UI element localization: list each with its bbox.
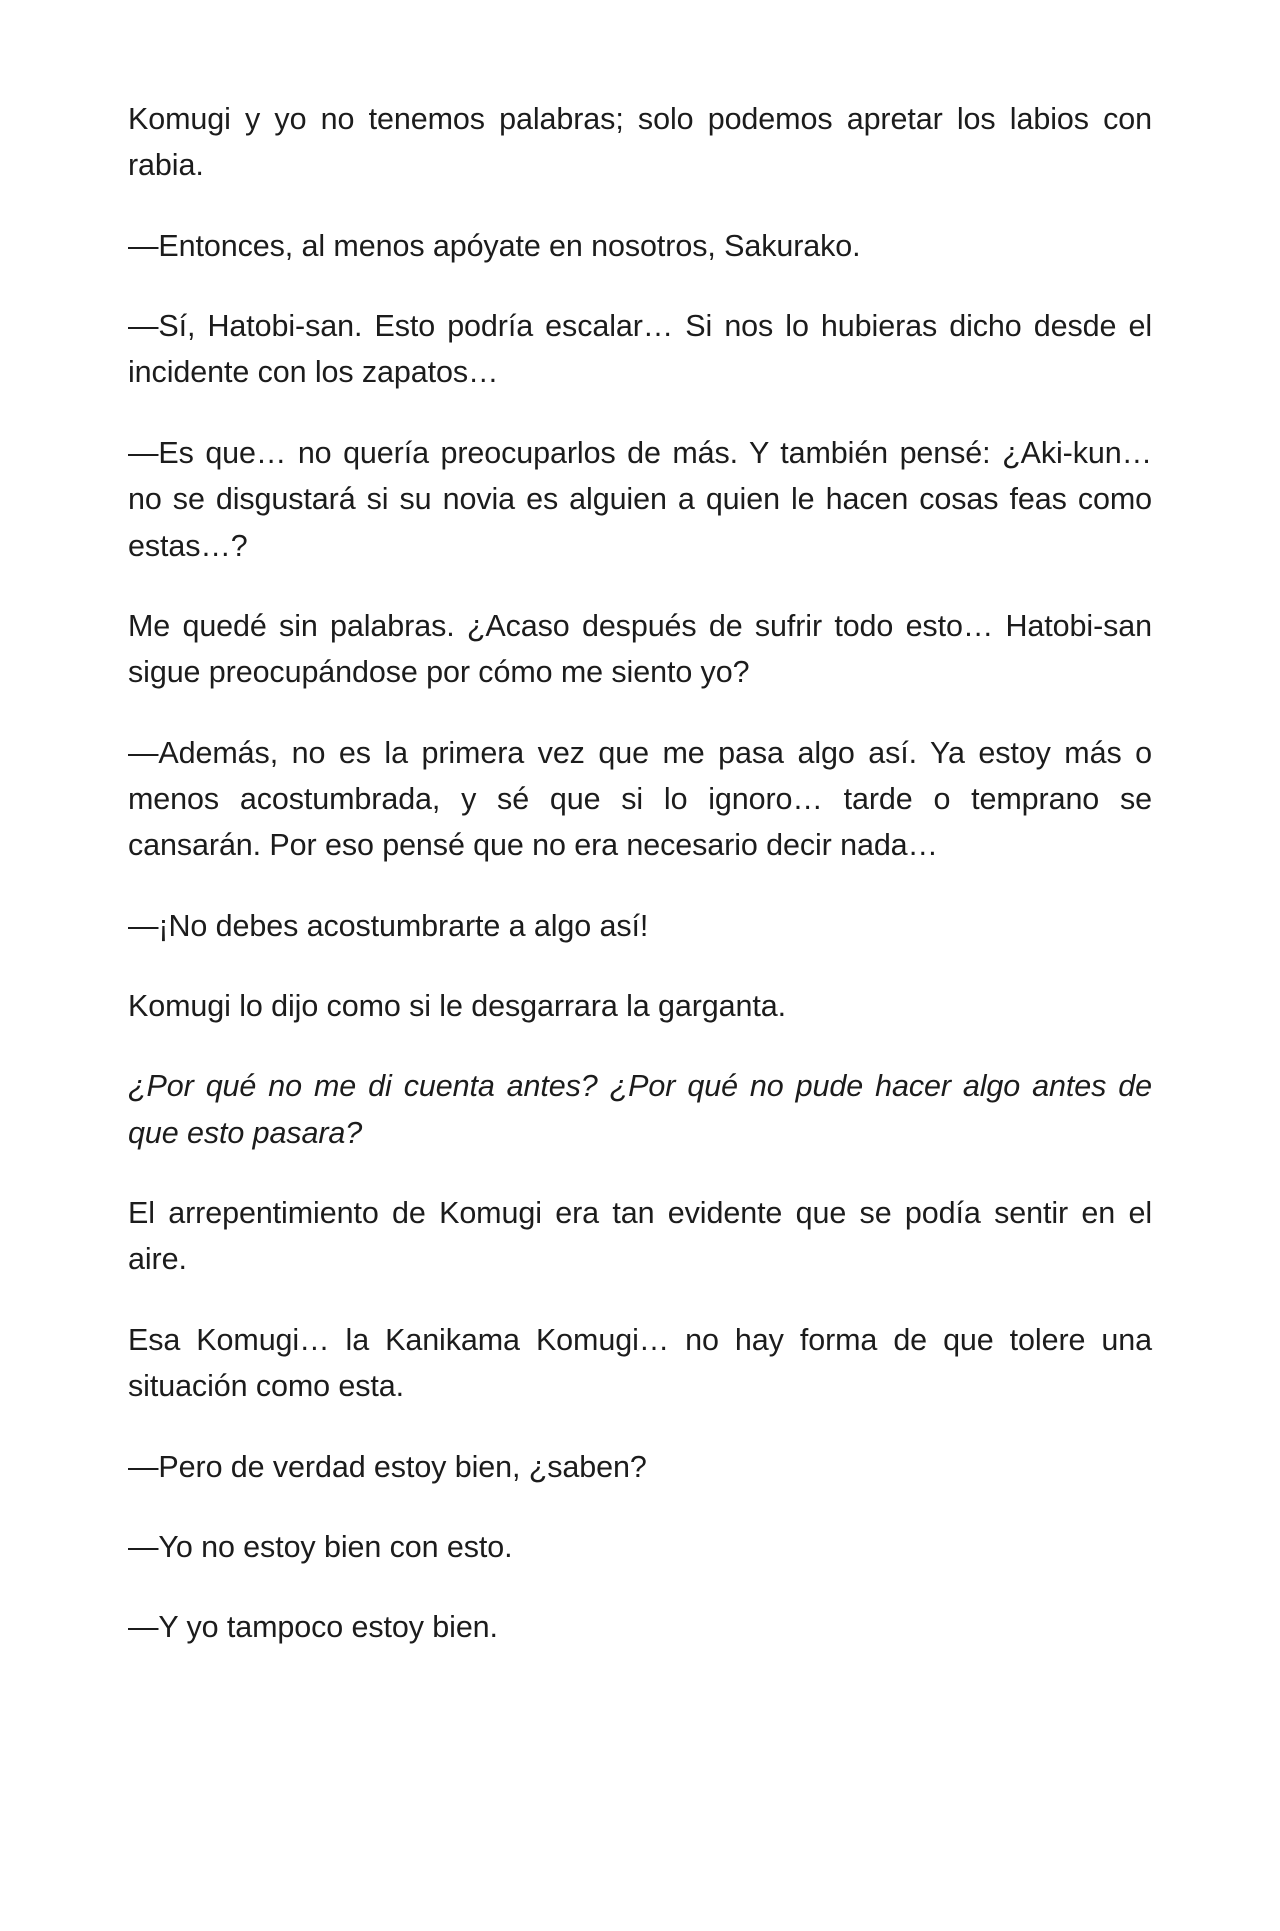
dialogue-paragraph: —Sí, Hatobi-san. Esto podría escalar… Si nos lo hubieras dicho desde el incidente con los zapatos… (128, 309, 1152, 390)
dialogue-paragraph: —Es que… no quería preocuparlos de más. Y también pensé: ¿Aki-kun… no se disgustará si su novia es alguien a quien le hacen cosas feas como estas…? (128, 435, 1152, 563)
paragraph: Esa Komugi… la Kanikama Komugi… no hay forma de que tolere una situación como esta. (128, 1322, 1152, 1404)
dialogue-line: —Y yo tampoco estoy bien. (128, 1610, 498, 1645)
paragraph: Komugi lo dijo como si le desgarrara la garganta. (128, 989, 786, 1024)
inner-thought-paragraph: ¿Por qué no me di cuenta antes? ¿Por qué no pude hacer algo antes de que esto pasara? (128, 1069, 1152, 1150)
paragraph: Komugi y yo no tenemos palabras; solo podemos apretar los labios con rabia. (128, 102, 1152, 183)
dialogue-line: —Yo no estoy bien con esto. (128, 1529, 513, 1564)
document-body (128, 96, 1152, 1835)
dialogue-line: —Pero de verdad estoy bien, ¿saben? (128, 1449, 647, 1484)
dialogue-line: —¡No debes acostumbrarte a algo así! (128, 908, 649, 943)
paragraph: El arrepentimiento de Komugi era tan evidente que se podía sentir en el aire. (128, 1196, 1152, 1277)
page-bottom-spacer (128, 1685, 1152, 1835)
paragraph: Me quedé sin palabras. ¿Acaso después de sufrir todo esto… Hatobi-san sigue preocupándose por cómo me siento yo? (128, 608, 1152, 690)
dialogue-line: —Entonces, al menos apóyate en nosotros, Sakurako. (128, 228, 861, 263)
dialogue-paragraph: —Además, no es la primera vez que me pasa algo así. Ya estoy más o menos acostumbrada, y sé que si lo ignoro… tarde o temprano se cansarán. Por eso pensé que no era necesario decir nada… (128, 735, 1152, 863)
